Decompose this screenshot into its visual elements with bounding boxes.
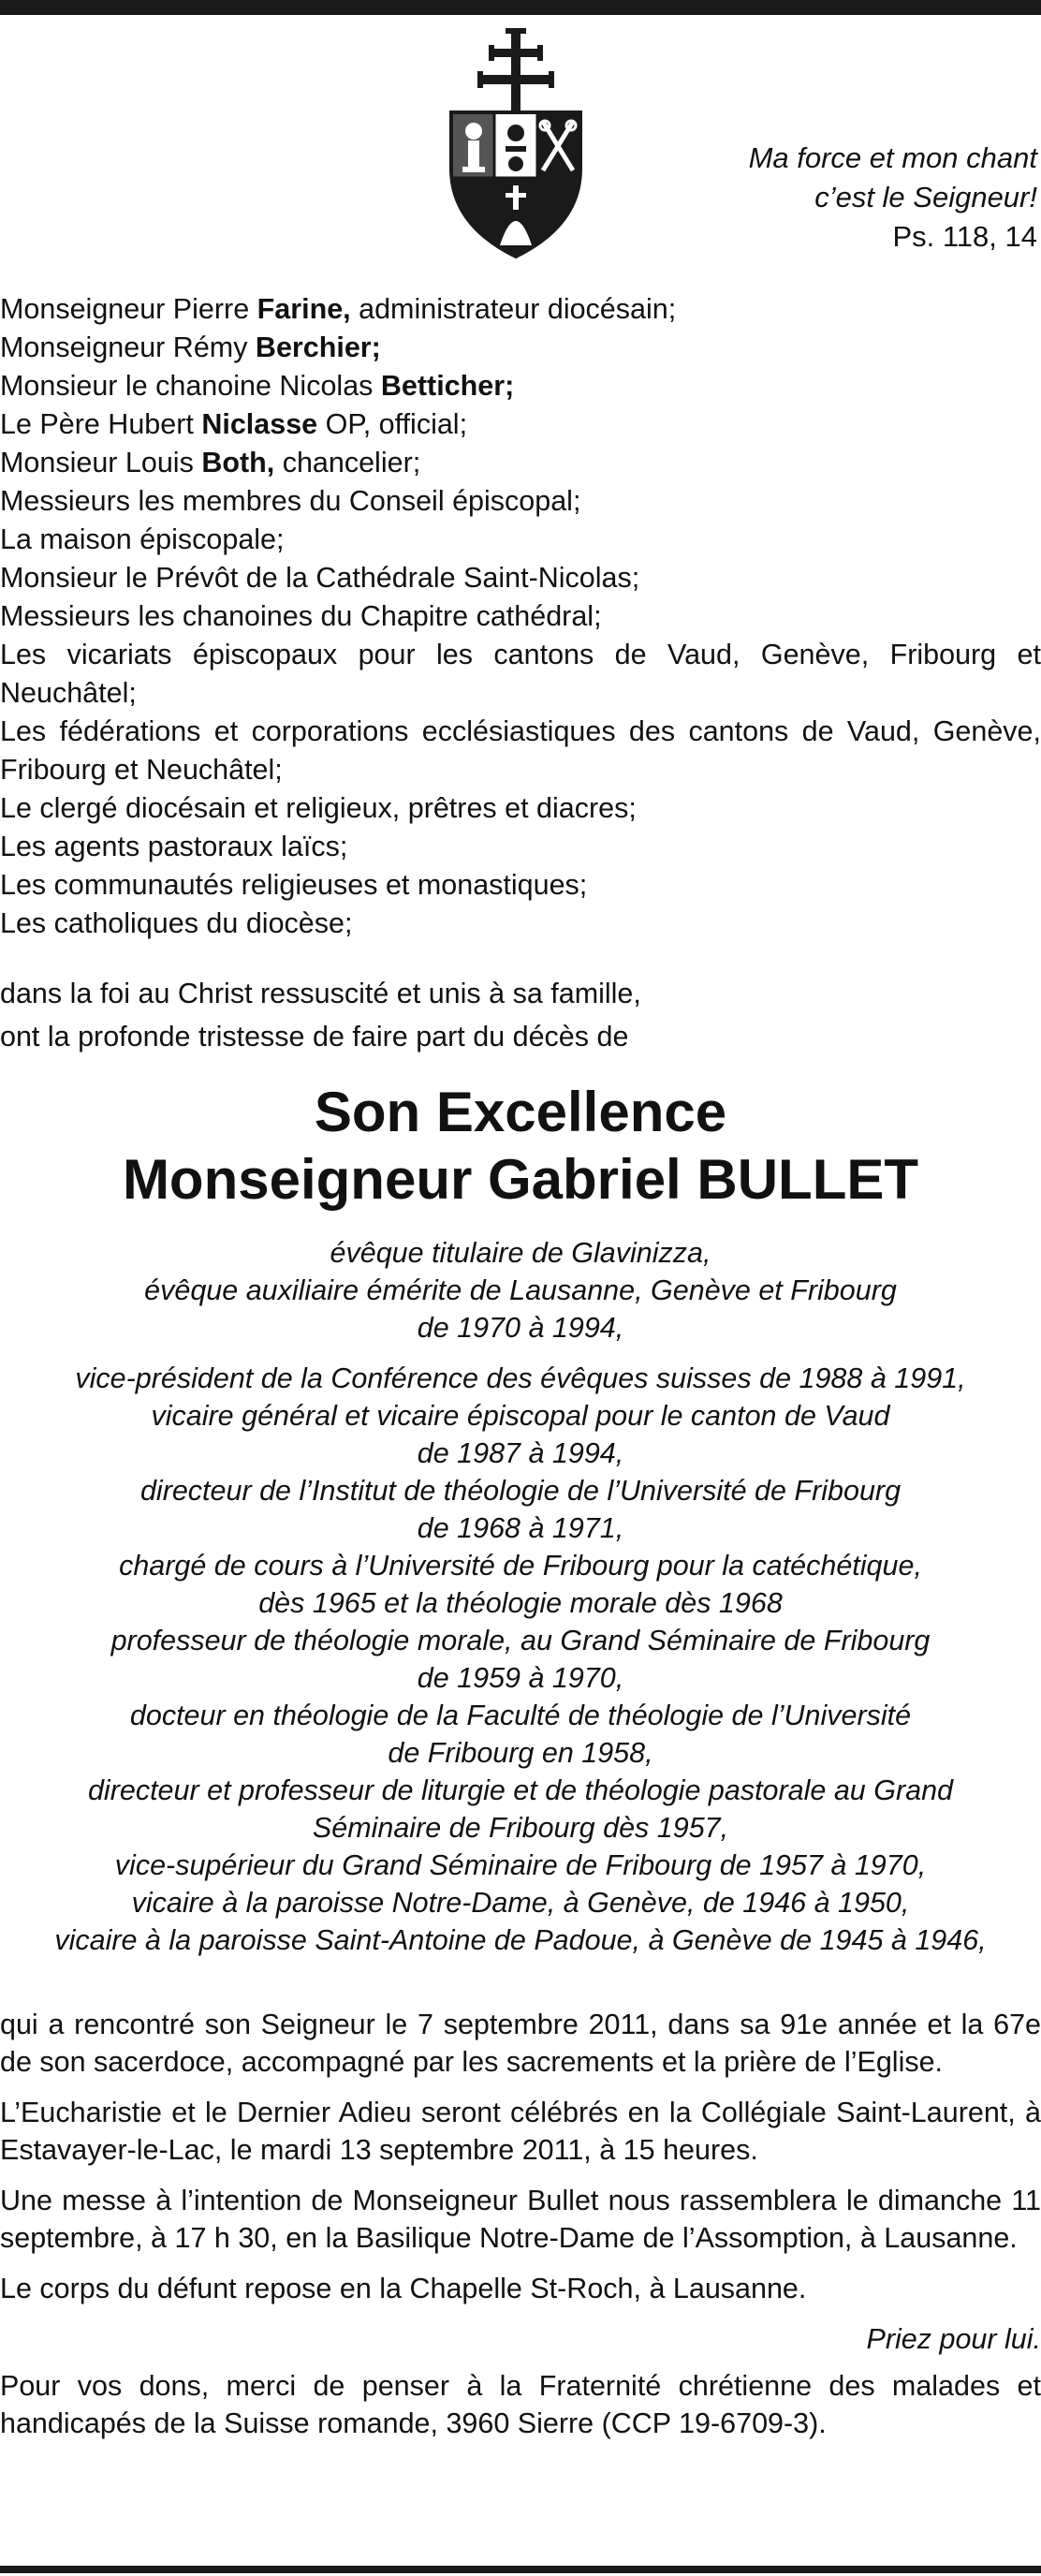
announcer-line [0, 405, 1041, 444]
announcer-text: Monsieur le Prévôt de la Cathédrale Saint-Nicolas; [0, 562, 640, 594]
announcer-line [0, 866, 1041, 905]
announcer-text: Les fédérations et corporations ecclésiastiques des cantons de Vaud, Genève, Fribourg et Neuchâtel; [0, 715, 1041, 786]
career-title-line: évêque titulaire de Glavinizza, [330, 1237, 711, 1269]
career-title-line: Séminaire de Fribourg dès 1957, [312, 1812, 729, 1844]
mass-paragraph: Une messe à l’intention de Monseigneur Bullet nous rassemblera le dimanche 11 septembre, à 17 h 30, en la Basilique Notre-Dame de l’Assomption, à Lausanne. [0, 2185, 1041, 2254]
announcer-line [0, 597, 1041, 636]
announcer-text: Les catholiques du diocèse; [0, 907, 353, 939]
announcer-line [0, 559, 1041, 597]
announcer-text: Les communautés religieuses et monastiques; [0, 869, 588, 901]
announcer-surname: Farine, [257, 293, 351, 325]
announcer-text: Les vicariats épiscopaux pour les cantons de Vaud, Genève, Fribourg et Neuchâtel; [0, 639, 1041, 709]
career-title-line: de Fribourg en 1958, [388, 1737, 653, 1769]
motto-line-2: c’est le Seigneur! [814, 181, 1037, 213]
deceased-honorific: Son Excellence [314, 1081, 727, 1143]
career-title-line: de 1959 à 1970, [417, 1662, 624, 1694]
career-title-line: vice-supérieur du Grand Séminaire de Fribourg de 1957 à 1970, [114, 1849, 927, 1881]
announcer-text: Monseigneur Rémy [0, 331, 256, 363]
announcement-body [0, 2006, 1041, 2455]
announcer-line [0, 789, 1041, 828]
announcers-list [0, 290, 1041, 943]
announcer-surname: Berchier; [255, 331, 381, 363]
death-paragraph: qui a rencontré son Seigneur le 7 septembre 2011, dans sa 91e année et la 67e de son sacerdoce, accompagné par les sacrements et la prière de l’Eglise. [0, 2009, 1041, 2078]
announcer-text: Le Père Hubert [0, 408, 202, 440]
bottom-rule [0, 2566, 1041, 2573]
announcer-role: chancelier; [274, 447, 421, 478]
career-title-line: docteur en théologie de la Faculté de théologie de l’Université [129, 1700, 912, 1731]
career-title-line: professeur de théologie morale, au Grand Séminaire de Fribourg [110, 1625, 931, 1656]
announcer-line [0, 905, 1041, 943]
announcer-surname: Both, [201, 447, 275, 478]
top-rule [0, 0, 1041, 15]
announcer-line [0, 713, 1041, 789]
viewing-paragraph: Le corps du défunt repose en la Chapelle St-Roch, à Lausanne. [0, 2273, 807, 2304]
prayer-line: Priez pour lui. [866, 2323, 1041, 2355]
funeral-paragraph: L’Eucharistie et le Dernier Adieu seront célébrés en la Collégiale Saint-Laurent, à Estavayer-le-Lac, le mardi 13 septembre 2011, à 15 heures. [0, 2097, 1041, 2166]
motto [513, 139, 1037, 257]
career-title-line: vice-président de la Conférence des évêques suisses de 1988 à 1991, [75, 1362, 966, 1394]
announcer-line [0, 482, 1041, 521]
announcer-line [0, 828, 1041, 866]
announcer-role: OP, official; [317, 408, 468, 440]
career-title-line: directeur et professeur de liturgie et de théologie pastorale au Grand [87, 1774, 954, 1806]
announcer-text: Monseigneur Pierre [0, 293, 257, 325]
career-title-line: de 1968 à 1971, [417, 1512, 624, 1544]
career-titles [0, 1234, 1041, 1959]
career-title-line: directeur de l’Institut de théologie de l’Université de Fribourg [139, 1475, 902, 1507]
announcer-role: administrateur diocésain; [350, 293, 677, 325]
announcer-text: Les agents pastoraux laïcs; [0, 831, 348, 862]
career-title-line: évêque auxiliaire émérite de Lausanne, Genève et Fribourg [144, 1274, 897, 1306]
deceased-full-name: Monseigneur Gabriel BULLET [122, 1148, 919, 1211]
intro-line-2: ont la profonde tristesse de faire part du décès de [0, 1021, 629, 1052]
announcer-text: La maison épiscopale; [0, 523, 285, 555]
donations-paragraph: Pour vos dons, merci de penser à la Fraternité chrétienne des malades et handicapés de la Suisse romande, 3960 Sierre (CCP 19-6709-3). [0, 2370, 1041, 2439]
announcer-text: Monsieur Louis [0, 447, 202, 478]
announcer-text: Monsieur le chanoine Nicolas [0, 370, 381, 402]
career-title-line: de 1970 à 1994, [417, 1312, 624, 1344]
announcer-line [0, 329, 1041, 367]
deceased-name [0, 1079, 1041, 1214]
announcer-text: Messieurs les membres du Conseil épiscopal; [0, 485, 581, 517]
career-title-line: dès 1965 et la théologie morale dès 1968 [258, 1587, 783, 1619]
announcer-line [0, 290, 1041, 329]
announcement-intro [0, 972, 1041, 1058]
motto-line-1: Ma force et mon chant [748, 141, 1037, 174]
career-title-line: vicaire à la paroisse Saint-Antoine de Padoue, à Genève de 1945 à 1946, [54, 1924, 987, 1956]
career-title-line: vicaire à la paroisse Notre-Dame, à Genève, de 1946 à 1950, [131, 1887, 910, 1919]
career-title-line: vicaire général et vicaire épiscopal pour le canton de Vaud [151, 1400, 890, 1432]
motto-reference: Ps. 118, 14 [892, 220, 1037, 253]
career-title-line: chargé de cours à l’Université de Fribourg pour la catéchétique, [119, 1550, 922, 1582]
announcer-text: Le clergé diocésain et religieux, prêtres et diacres; [0, 792, 637, 824]
announcer-line [0, 636, 1041, 713]
announcer-surname: Betticher; [380, 370, 515, 402]
title-group-spacer [0, 1347, 1041, 1360]
intro-line-1: dans la foi au Christ ressuscité et unis à sa famille, [0, 978, 641, 1009]
announcer-line [0, 521, 1041, 559]
announcer-surname: Niclasse [201, 408, 318, 440]
announcer-text: Messieurs les chanoines du Chapitre cathédral; [0, 600, 602, 632]
career-title-line: de 1987 à 1994, [417, 1437, 624, 1469]
announcer-line [0, 444, 1041, 482]
announcer-line [0, 367, 1041, 405]
